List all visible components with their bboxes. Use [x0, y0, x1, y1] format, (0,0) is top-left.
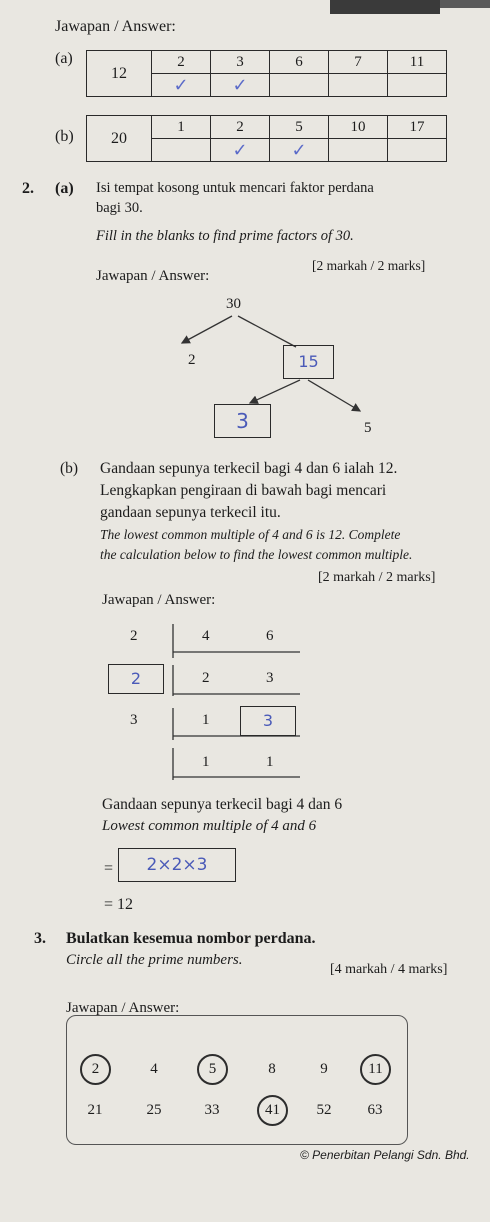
- q1b-candidate: 10: [329, 116, 388, 139]
- lcm-equals: =: [104, 860, 114, 877]
- divisor-1: 2: [130, 628, 138, 644]
- checkmark-icon: ✓: [173, 74, 189, 96]
- q2-number: 2.: [22, 180, 34, 197]
- q2b-label: (b): [60, 460, 79, 477]
- q1a-number: 12: [87, 51, 152, 97]
- q3-marks: [4 markah / 4 marks]: [330, 962, 448, 977]
- tree-blank-box-1: [283, 345, 334, 379]
- tree-right1-answer: 15: [298, 352, 319, 371]
- copyright: © Penerbitan Pelangi Sdn. Bhd.: [300, 1148, 470, 1162]
- q1a-candidate: 7: [329, 51, 388, 74]
- q1b-number: 20: [87, 116, 152, 162]
- q2b-malay-line2: Lengkapkan pengiraan di bawah bagi mencari: [100, 482, 387, 499]
- q1a-candidate: 11: [388, 51, 447, 74]
- q2b-malay-line1: Gandaan sepunya terkecil bagi 4 dan 6 ialah 12.: [100, 460, 398, 477]
- circled-number[interactable]: 5: [197, 1054, 228, 1085]
- q2b-malay-line3: gandaan sepunya terkecil itu.: [100, 504, 281, 521]
- circled-number[interactable]: 41: [257, 1095, 288, 1126]
- number-choice[interactable]: 52: [316, 1102, 332, 1118]
- tree-root: 30: [226, 296, 241, 312]
- division-cell: 3: [266, 670, 274, 686]
- q1a-label: (a): [55, 50, 73, 67]
- factor-tree-lines: [0, 0, 490, 440]
- checkmark-icon: ✓: [232, 74, 248, 96]
- number-choice[interactable]: 33: [204, 1102, 220, 1118]
- q2a-malay-line2: bagi 30.: [96, 200, 143, 216]
- q2b-english-line1: The lowest common multiple of 4 and 6 is 12. Complete: [100, 527, 401, 542]
- tree-left2-answer: 3: [236, 409, 249, 433]
- lcm-result: = 12: [104, 896, 134, 913]
- q2a-malay-line1: Isi tempat kosong untuk mencari faktor perdana: [96, 180, 374, 196]
- number-choice[interactable]: 21: [87, 1102, 103, 1118]
- q2a-label: (a): [55, 180, 74, 197]
- tree-right2: 5: [364, 420, 372, 436]
- number-choice[interactable]: 8: [268, 1061, 276, 1077]
- division-cell: 1: [202, 712, 210, 728]
- number-choice[interactable]: 4: [150, 1061, 158, 1077]
- checkmark-icon: ✓: [232, 139, 248, 161]
- circled-number[interactable]: 11: [360, 1054, 391, 1085]
- q3-answer-frame: [66, 1015, 408, 1145]
- q2b-marks: [2 markah / 2 marks]: [318, 570, 436, 585]
- divisor-3: 3: [130, 712, 138, 728]
- q3-malay: Bulatkan kesemua nombor perdana.: [66, 930, 316, 947]
- lcm-malay: Gandaan sepunya terkecil bagi 4 dan 6: [102, 796, 343, 813]
- answer-header: Jawapan / Answer:: [55, 18, 176, 35]
- division-cell: 4: [202, 628, 210, 644]
- number-choice[interactable]: 25: [146, 1102, 162, 1118]
- q1b-candidate: 1: [152, 116, 211, 139]
- q2b-answer-label: Jawapan / Answer:: [102, 592, 216, 608]
- q1b-candidate: 5: [270, 116, 329, 139]
- lcm-english: Lowest common multiple of 4 and 6: [102, 818, 317, 834]
- division-blank-answer: 3: [262, 711, 274, 730]
- q3-number: 3.: [34, 930, 46, 947]
- q1b-candidate: 2: [211, 116, 270, 139]
- division-cell: 2: [202, 670, 210, 686]
- division-blank-box: [240, 706, 296, 736]
- tree-blank-box-2: [214, 404, 271, 438]
- divisor-blank-box: [108, 664, 164, 694]
- q1b-label: (b): [55, 128, 74, 145]
- q2a-english: Fill in the blanks to find prime factors of 30.: [96, 228, 354, 244]
- division-cell: 6: [266, 628, 274, 644]
- q2a-answer-label: Jawapan / Answer:: [96, 268, 210, 284]
- number-choice[interactable]: 63: [367, 1102, 383, 1118]
- checkmark-icon: ✓: [291, 139, 307, 161]
- circled-number[interactable]: 2: [80, 1054, 111, 1085]
- q2a-marks: [2 markah / 2 marks]: [312, 258, 426, 273]
- q1b-candidate: 17: [388, 116, 447, 139]
- q3-answer-label: Jawapan / Answer:: [66, 1000, 180, 1016]
- division-cell: 1: [266, 754, 274, 770]
- tree-left1: 2: [188, 352, 196, 368]
- q1a-candidate: 3: [211, 51, 270, 74]
- divisor-2-answer: 2: [130, 669, 142, 688]
- q3-english: Circle all the prime numbers.: [66, 952, 243, 968]
- lcm-blank-box: [118, 848, 236, 882]
- q1a-candidate: 6: [270, 51, 329, 74]
- division-cell: 1: [202, 754, 210, 770]
- q2b-english-line2: the calculation below to find the lowest common multiple.: [100, 547, 413, 562]
- q1a-candidate: 2: [152, 51, 211, 74]
- lcm-expression-answer: 2×2×3: [146, 855, 208, 875]
- division-lines: [0, 600, 490, 790]
- number-choice[interactable]: 9: [320, 1061, 328, 1077]
